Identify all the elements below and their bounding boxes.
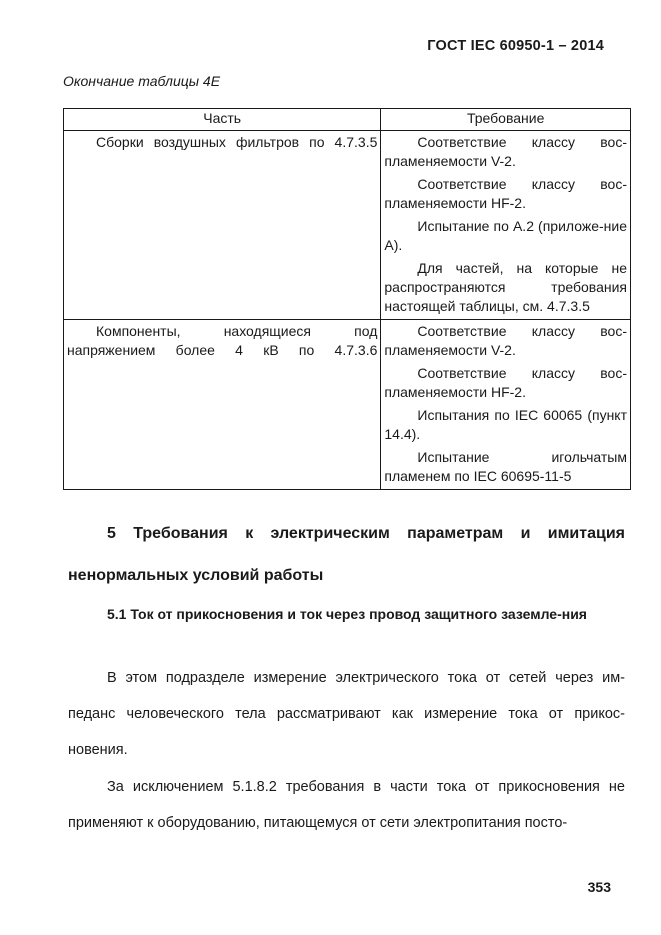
requirement-text: Испытание по А.2 (приложе-ние А). [384,218,627,253]
column-header-requirement: Требование [381,109,631,131]
part-cell [64,320,381,490]
subsection-heading: 5.1 Ток от прикосновения и ток через провод защитного заземле-ния [107,606,587,622]
requirement-text: Соответствие классу вос-пламеняемости HF-2. [384,176,627,211]
requirement-text: Соответствие классу вос-пламеняемости V-2. [384,134,627,169]
section-heading: 5 Требования к электрическим параметрам и имитация ненормальных условий работы [68,525,625,584]
table-header-row [64,109,631,131]
column-header-part: Часть [64,109,381,131]
body-paragraph: За исключением 5.1.8.2 требования в части тока от прикосновения не применяют к оборудованию, питающемуся от сети электропитания посто- [68,779,625,831]
requirement-cell [381,320,631,490]
requirement-text: Соответствие классу вос-пламеняемости V-2. [384,323,627,358]
requirement-text: Испытания по IEC 60065 (пункт 14.4). [384,407,627,442]
part-text: Сборки воздушных фильтров по 4.7.3.5 [96,134,378,150]
requirement-cell [381,131,631,320]
page-number: 353 [587,879,611,895]
requirement-text: Для частей, на которые не распространяются требования настоящей таблицы, см. 4.7.3.5 [384,260,627,314]
requirement-text: Соответствие классу вос-пламеняемости HF-2. [384,365,627,400]
standard-header: ГОСТ IEC 60950-1 – 2014 [427,38,604,54]
table-caption: Окончание таблицы 4Е [63,73,221,89]
part-text: Компоненты, находящиеся под напряжением более 4 кВ по 4.7.3.6 [67,323,378,358]
table-row [64,131,631,320]
body-paragraph: В этом подразделе измерение электрического тока от сетей через им-педанс человеческого тела рассматривают как измерение тока от прикос-новения. [68,670,625,758]
part-cell [64,131,381,320]
requirements-table [63,108,631,490]
requirement-text: Испытание игольчатым пламенем по IEC 60695-11-5 [384,449,627,484]
table-row [64,320,631,490]
